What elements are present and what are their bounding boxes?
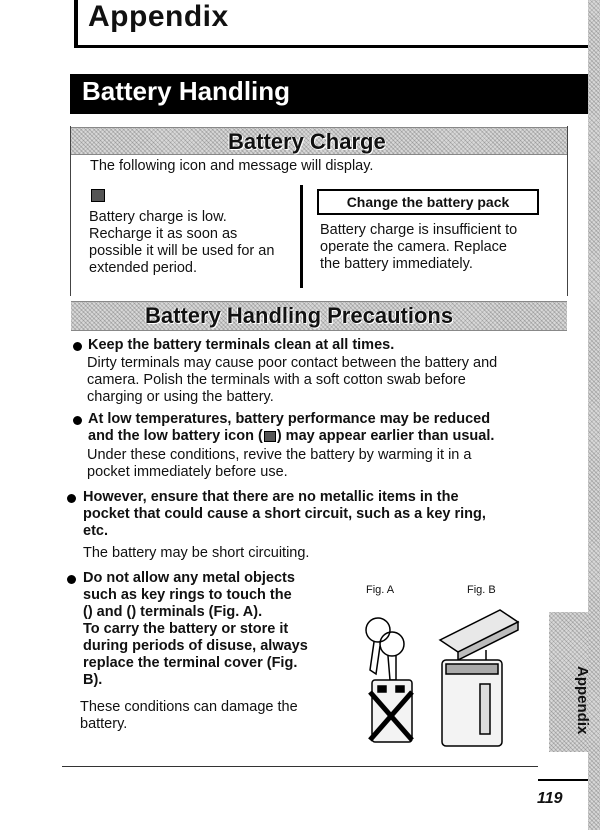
charge-right-text: Battery charge is insufficient to operate the camera. Replace the battery immediately. <box>320 222 518 272</box>
bottom-rule <box>62 766 538 767</box>
bullet <box>67 575 76 584</box>
page-number: 119 <box>537 790 563 807</box>
fig-a-label: Fig. A <box>366 584 395 596</box>
item1-body: Dirty terminals may cause poor contact between the battery and camera. Polish the terminals with a soft cotton swab before charging or using the battery. <box>87 355 498 405</box>
header-accent-bar <box>74 0 78 46</box>
column-divider <box>300 185 303 288</box>
fig-b-label: Fig. B <box>467 584 496 596</box>
low-battery-icon <box>91 189 105 202</box>
item1-heading: Keep the battery terminals clean at all times. <box>88 337 395 353</box>
precautions-heading: Battery Handling Precautions <box>145 303 454 328</box>
battery-charge-heading: Battery Charge <box>228 129 386 154</box>
section-title: Battery Handling <box>82 76 291 106</box>
item3-heading: However, ensure that there are no metallic items in the pocket that could cause a short circuit, such as a key ring, etc. <box>83 489 486 539</box>
low-battery-icon <box>264 431 276 442</box>
bullet <box>73 342 82 351</box>
box-border-right <box>567 126 568 296</box>
appendix-side-label: Appendix <box>574 665 591 735</box>
item4-heading: Do not allow any metal objects such as key rings to touch the () and () terminals (Fig. A). To carry the battery or store it during periods of disuse, always replace the terminal cover (Fig. B). <box>83 570 308 688</box>
bullet <box>73 416 82 425</box>
item4-body: These conditions can damage the battery. <box>80 699 298 732</box>
fig-b-illustration <box>430 600 530 750</box>
fig-a-illustration <box>350 600 430 750</box>
bullet <box>67 494 76 503</box>
change-battery-message: Change the battery pack <box>317 189 539 215</box>
item2-body: Under these conditions, revive the battery by warming it in a pocket immediately before use. <box>87 447 472 480</box>
item2-heading: At low temperatures, battery performance may be reduced and the low battery icon ( ) may appear earlier than usual. <box>88 411 495 444</box>
page-title: Appendix <box>88 0 229 33</box>
item3-body: The battery may be short circuiting. <box>83 545 310 561</box>
header-rule <box>74 45 588 48</box>
charge-left-text: Battery charge is low. Recharge it as soon as possible it will be used for an extended period. <box>89 209 275 276</box>
charge-intro: The following icon and message will display. <box>90 158 374 174</box>
page-number-rule <box>538 779 588 781</box>
